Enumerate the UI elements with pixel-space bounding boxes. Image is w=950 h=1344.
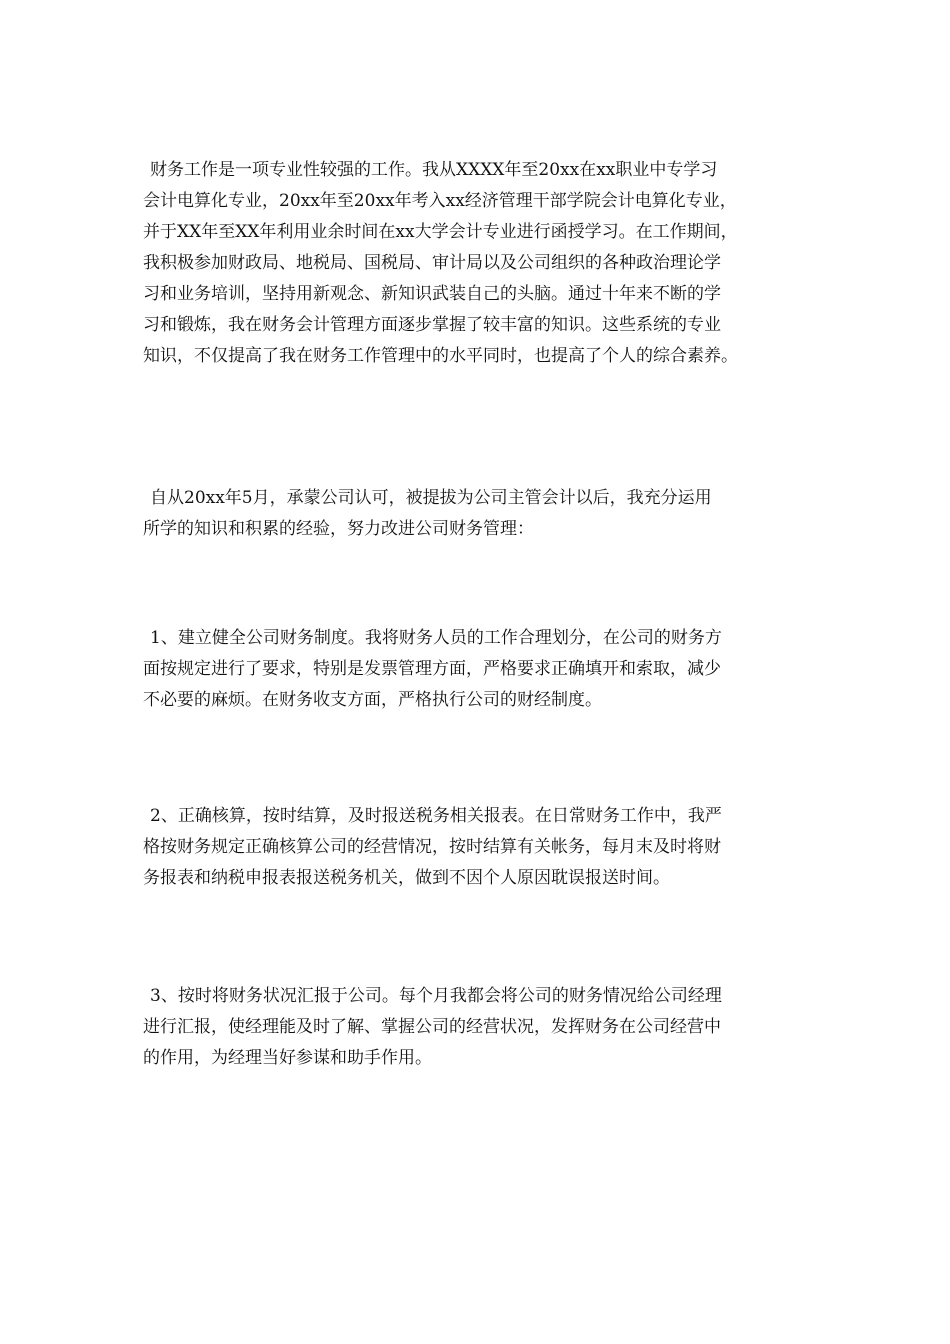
paragraph-line: 格按财务规定正确核算公司的经营情况，按时结算有关帐务，每月末及时将财	[143, 837, 721, 857]
paragraph-education	[143, 155, 813, 372]
paragraph-line: 习和业务培训，坚持用新观念、新知识武装自己的头脑。通过十年来不断的学	[143, 284, 721, 304]
paragraph-line: 我积极参加财政局、地税局、国税局、审计局以及公司组织的各种政治理论学	[143, 253, 721, 273]
paragraph-line: 所学的知识和积累的经验，努力改进公司财务管理：	[143, 519, 534, 539]
paragraph-line: 3、按时将财务状况汇报于公司。每个月我都会将公司的财务情况给公司经理	[150, 986, 722, 1006]
paragraph-item-1	[143, 623, 813, 716]
paragraph-line: 2、正确核算，按时结算，及时报送税务相关报表。在日常财务工作中，我严	[150, 806, 722, 826]
paragraph-line: 面按规定进行了要求，特别是发票管理方面，严格要求正确填开和索取，减少	[143, 659, 721, 679]
paragraph-line: 财务工作是一项专业性较强的工作。我从XXXX年至20xx在xx职业中专学习	[150, 160, 718, 180]
paragraph-promotion	[143, 483, 813, 545]
paragraph-line: 的作用，为经理当好参谋和助手作用。	[143, 1048, 432, 1068]
paragraph-line: 自从20xx年5月，承蒙公司认可，被提拔为公司主管会计以后，我充分运用	[150, 488, 712, 508]
paragraph-line: 习和锻炼，我在财务会计管理方面逐步掌握了较丰富的知识。这些系统的专业	[143, 315, 721, 335]
paragraph-line: 进行汇报，使经理能及时了解、掌握公司的经营状况，发挥财务在公司经营中	[143, 1017, 721, 1037]
paragraph-line: 会计电算化专业，20xx年至20xx年考入xx经济管理干部学院会计电算化专业，	[143, 191, 737, 211]
paragraph-line: 并于XX年至XX年利用业余时间在xx大学会计专业进行函授学习。在工作期间，	[143, 222, 738, 242]
paragraph-line: 不必要的麻烦。在财务收支方面，严格执行公司的财经制度。	[143, 690, 602, 710]
paragraph-line: 务报表和纳税申报表报送税务机关，做到不因个人原因耽误报送时间。	[143, 868, 670, 888]
paragraph-line: 1、建立健全公司财务制度。我将财务人员的工作合理划分，在公司的财务方	[150, 628, 722, 648]
paragraph-line: 知识，不仅提高了我在财务工作管理中的水平同时，也提高了个人的综合素养。	[143, 346, 738, 366]
paragraph-item-3	[143, 981, 813, 1074]
paragraph-item-2	[143, 801, 813, 894]
